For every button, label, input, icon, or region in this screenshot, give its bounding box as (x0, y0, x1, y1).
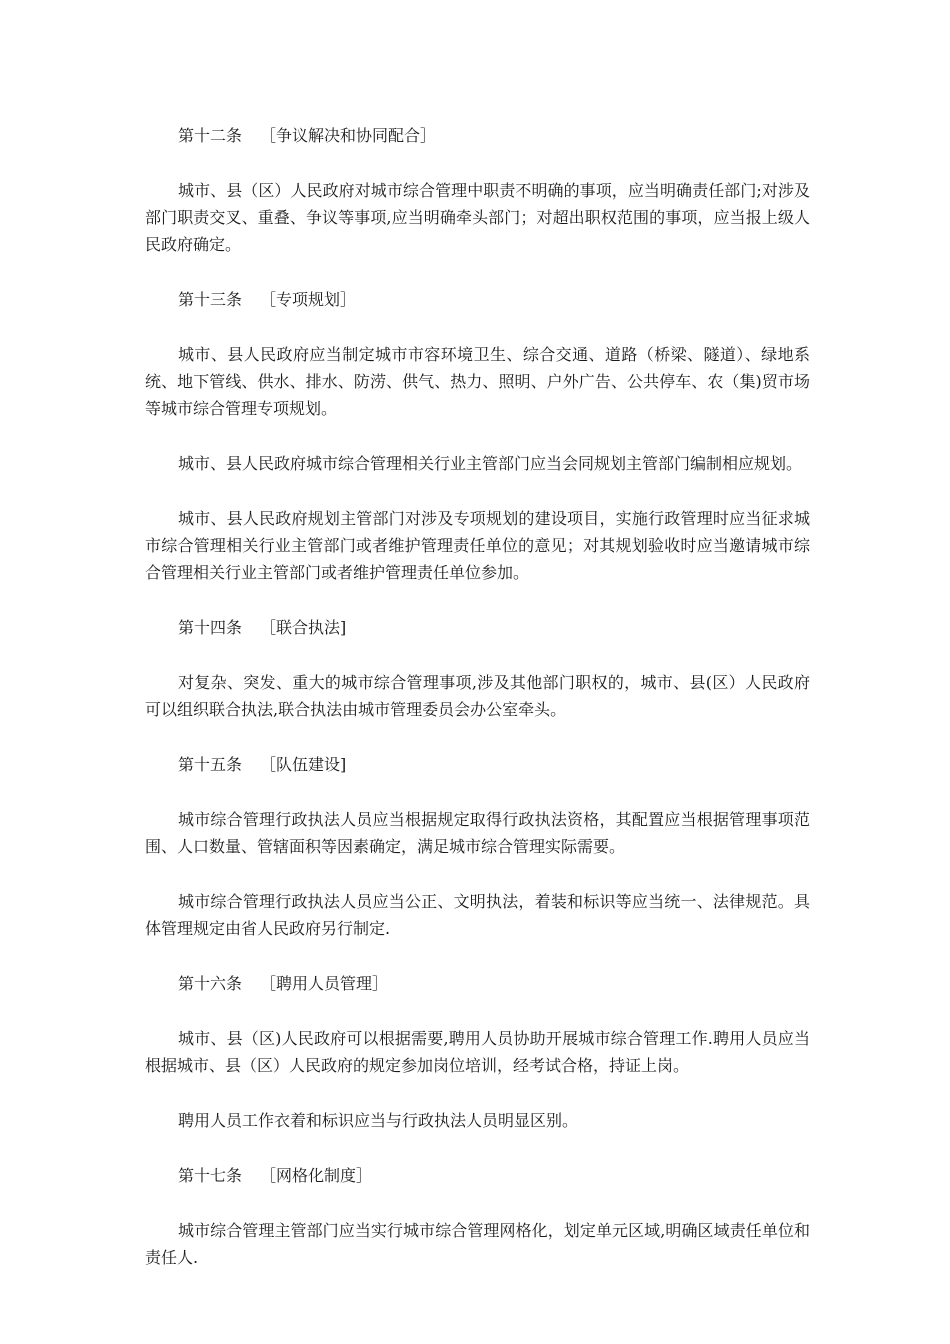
article-number: 第十四条 (178, 618, 243, 637)
article-paragraph: 城市、县（区）人民政府对城市综合管理中职责不明确的事项，应当明确责任部门;对涉及部门职责交叉、重叠、争议等事项,应当明确牵头部门；对超出职权范围的事项，应当报上级人民政府确定。 (145, 181, 810, 254)
article-number: 第十五条 (178, 755, 243, 774)
article-title: ［专项规划］ (260, 290, 357, 309)
article-number: 第十七条 (178, 1166, 243, 1185)
article-title: ［争议解决和协同配合］ (260, 126, 437, 145)
article-number: 第十三条 (178, 290, 243, 309)
article-paragraph: 城市、县人民政府城市综合管理相关行业主管部门应当会同规划主管部门编制相应规划。 (178, 454, 803, 473)
article-title: ［队伍建设] (260, 755, 347, 774)
article-heading-15 (145, 751, 810, 778)
article-heading-14 (145, 614, 810, 641)
article-paragraph: 城市、县人民政府规划主管部门对涉及专项规划的建设项目，实施行政管理时应当征求城市综合管理相关行业主管部门或者维护管理责任单位的意见；对其规划验收时应当邀请城市综合管理相关行业主管部门或者维护管理责任单位参加。 (145, 509, 810, 582)
article-heading-13 (145, 286, 810, 313)
article-heading-16 (145, 970, 810, 997)
article-paragraph: 城市综合管理行政执法人员应当公正、文明执法，着装和标识等应当统一、法律规范。具体管理规定由省人民政府另行制定. (145, 892, 810, 938)
article-paragraph: 城市综合管理行政执法人员应当根据规定取得行政执法资格，其配置应当根据管理事项范围、人口数量、管辖面积等因素确定，满足城市综合管理实际需要。 (145, 810, 810, 856)
article-paragraph: 城市、县（区)人民政府可以根据需要,聘用人员协助开展城市综合管理工作.聘用人员应当根据城市、县（区）人民政府的规定参加岗位培训，经考试合格，持证上岗。 (145, 1029, 810, 1075)
article-title: ［聘用人员管理］ (260, 974, 389, 993)
article-number: 第十六条 (178, 974, 243, 993)
article-number: 第十二条 (178, 126, 243, 145)
document-page (145, 122, 810, 1271)
article-heading-12 (145, 122, 810, 149)
article-heading-17 (145, 1162, 810, 1189)
article-paragraph: 对复杂、突发、重大的城市综合管理事项,涉及其他部门职权的，城市、县(区）人民政府可以组织联合执法,联合执法由城市管理委员会办公室牵头。 (145, 673, 810, 719)
article-paragraph: 聘用人员工作衣着和标识应当与行政执法人员明显区别。 (178, 1111, 579, 1130)
article-paragraph: 城市、县人民政府应当制定城市市容环境卫生、综合交通、道路（桥梁、隧道）、绿地系统、地下管线、供水、排水、防涝、供气、热力、照明、户外广告、公共停车、农（集)贸市场等城市综合管理专项规划。 (145, 345, 810, 418)
article-title: ［联合执法] (260, 618, 347, 637)
article-title: ［网格化制度］ (260, 1166, 373, 1185)
article-paragraph: 城市综合管理主管部门应当实行城市综合管理网格化，划定单元区域,明确区域责任单位和责任人. (145, 1221, 810, 1267)
